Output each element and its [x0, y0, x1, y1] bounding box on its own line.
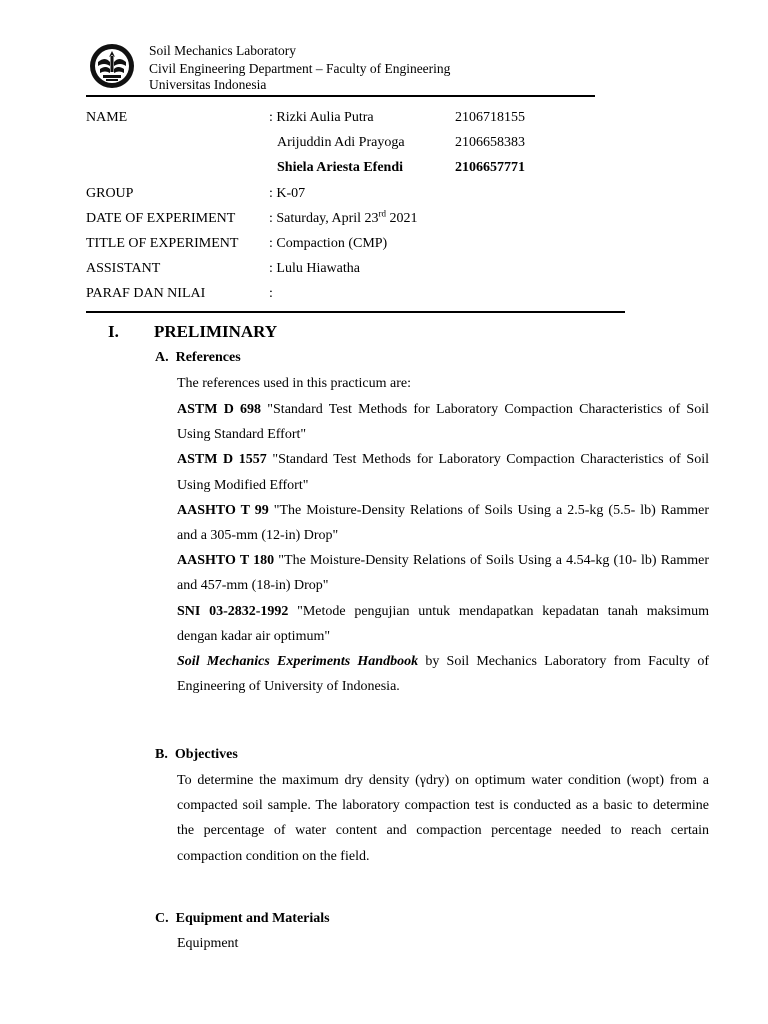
paraf-value: :: [269, 286, 273, 301]
member-id-2: 2106658383: [455, 135, 525, 150]
university-name: Universitas Indonesia: [149, 77, 267, 92]
paraf-label: PARAF DAN NILAI: [86, 286, 206, 301]
date-label: DATE OF EXPERIMENT: [86, 211, 236, 226]
info-rule: [86, 311, 625, 313]
member-id-1: 2106718155: [455, 110, 525, 125]
objectives-text: To determine the maximum dry density (γdry) on optimum water condition (wopt) from a compacted soil sample. The laboratory compaction test is conducted as a basic to determine the percentage of water content and compaction percentage needed to reach certain compaction condition on the field.: [177, 773, 709, 864]
reference-item: AASHTO T 99 "The Moisture-Density Relations of Soils Using a 2.5-kg (5.5- lb) Rammer and a 305-mm (12-in) Drop": [177, 502, 709, 544]
objectives-heading: B. Objectives: [155, 747, 238, 762]
member-name-2: Arijuddin Adi Prayoga: [277, 135, 405, 150]
university-logo: [88, 42, 136, 90]
department-name: Civil Engineering Department – Faculty of Engineering: [149, 61, 451, 76]
equipment-heading: C. Equipment and Materials: [155, 911, 330, 926]
section-number: I.: [108, 322, 119, 341]
header-rule: [86, 95, 595, 97]
date-value: : Saturday, April 23rd 2021: [269, 208, 418, 226]
assistant-value: : Lulu Hiawatha: [269, 261, 360, 276]
reference-item: ASTM D 698 "Standard Test Methods for Laboratory Compaction Characteristics of Soil Using Standard Effort": [177, 402, 709, 443]
lab-name: Soil Mechanics Laboratory: [149, 43, 296, 58]
reference-list: [177, 397, 709, 699]
reference-item: ASTM D 1557 "Standard Test Methods for Laboratory Compaction Characteristics of Soil Using Modified Effort": [177, 452, 709, 493]
name-label: NAME: [86, 110, 128, 125]
group-value: : K-07: [269, 186, 306, 201]
assistant-label: ASSISTANT: [86, 261, 161, 276]
group-label: GROUP: [86, 186, 134, 201]
reference-handbook: Soil Mechanics Experiments Handbook by Soil Mechanics Laboratory from Faculty of Engineering of University of Indonesia.: [177, 654, 709, 695]
section-title: PRELIMINARY: [154, 322, 278, 341]
reference-item: SNI 03-2832-1992 "Metode pengujian untuk mendapatkan kepadatan tanah maksimum dengan kadar air optimum": [177, 603, 710, 644]
reference-item: AASHTO T 180 "The Moisture-Density Relations of Soils Using a 4.54-kg (10- lb) Rammer and 457-mm (18-in) Drop": [177, 553, 710, 594]
equipment-subheading: Equipment: [177, 936, 239, 951]
member-id-3: 2106657771: [455, 160, 525, 175]
title-label: TITLE OF EXPERIMENT: [86, 236, 239, 251]
references-heading: A. References: [155, 350, 241, 365]
member-name-3: Shiela Ariesta Efendi: [277, 160, 404, 175]
title-value: : Compaction (CMP): [269, 236, 388, 251]
member-name-1: : Rizki Aulia Putra: [269, 110, 374, 125]
references-intro: The references used in this practicum are:: [177, 376, 412, 391]
